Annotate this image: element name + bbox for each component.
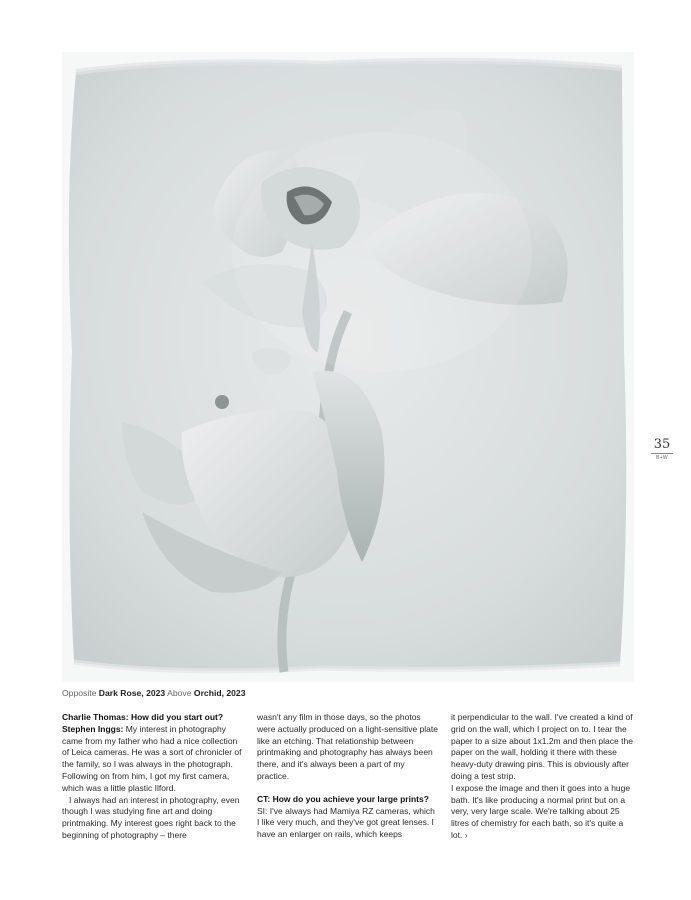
answer-1-text: My interest in photography came from my father who had a nice collection of Leica cameras. He was a sort of chronicler of the family, so I was always in the photograph. Following on from him, I got my first camera, which was a little plastic Ilford. — [62, 723, 242, 793]
section-label: B+W — [656, 455, 668, 461]
orchid-photograph — [62, 52, 634, 682]
answer-1 — [62, 724, 244, 795]
caption-title-dark-rose: Dark Rose, 2023 — [98, 688, 166, 698]
answer-2-speaker: SI: — [257, 805, 268, 816]
article-column-3 — [451, 712, 633, 842]
paragraph-continued: wasn't any film in those days, so the photos were actually produced on a light-sensitive plate like an etching. That relationship between printmaking and photography has always been there, and it's always been a part of my practice. — [257, 712, 438, 781]
answer-2-text: I've always had Mamiya RZ cameras, which I like very much, and they've got great lenses. I have an enlarger on rails, which keeps — [257, 805, 435, 840]
answer-2 — [257, 806, 439, 841]
answer-1-speaker: Stephen Inggs: — [62, 723, 124, 734]
continue-arrow-icon: › — [464, 829, 468, 840]
caption-label-opposite: Opposite — [62, 688, 97, 698]
paragraph-2: I always had an interest in photography, even though I was studying fine art and doing printmaking. My interest goes right back to the beginning of photography – there — [62, 794, 240, 840]
caption-label-above: Above — [167, 688, 192, 698]
paragraph-3: I expose the image and then it goes into a huge bath. It's like producing a normal print but on a very, very large scale. We're talking about 25 litres of chemistry for each bath, so it's quite a lot. › — [451, 782, 631, 840]
question-2: CT: How do you achieve your large prints? — [257, 793, 429, 804]
photo-caption — [62, 688, 245, 699]
caption-title-orchid: Orchid, 2023 — [193, 688, 246, 698]
page-folio — [651, 438, 673, 462]
article-column-1 — [62, 712, 244, 842]
paragraph-continued-2: it perpendicular to the wall. I've created a kind of grid on the wall, which I project on to. I tear the paper to a size about 1x1.2m and then place the paper on the wall, holding it there with these heavy-duty drawing pins. This is obviously after doing a test strip. — [451, 712, 633, 781]
orchid-image-svg — [62, 52, 634, 682]
question-1: Charlie Thomas: How did you start out? — [62, 712, 224, 722]
page-number: 35 — [651, 438, 673, 454]
article-column-2 — [257, 712, 439, 841]
